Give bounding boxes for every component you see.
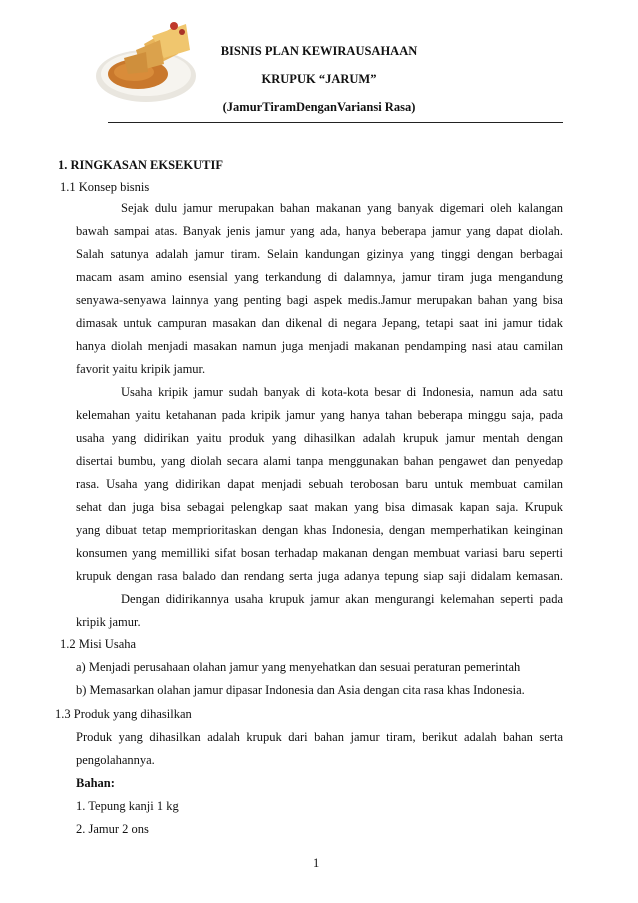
paragraph-line: macam asam amino esensial yang terkandung di dalamnya, jamur tiram juga mengandung — [76, 270, 563, 284]
paragraph-line: konsumen yang memilliki sifat bosan terhadap makanan dengan membuat variasi baru seperti — [76, 546, 563, 560]
paragraph-line: sehat dan juga bisa sebagai pelengkap saat makan yang bisa dimasak kapan saja. Krupuk — [76, 500, 563, 514]
list-item: b) Memasarkan olahan jamur dipasar Indonesia dan Asia dengan cita rasa khas Indonesia. — [76, 683, 525, 697]
page-number: 1 — [313, 856, 320, 870]
paragraph-line: krupuk dengan rasa balado dan rendang serta juga adanya tepung siap saji didalam kemasan. — [76, 569, 563, 583]
paragraph-line: pengolahannya. — [76, 753, 155, 767]
subheading-produk: 1.3 Produk yang dihasilkan — [55, 707, 192, 721]
paragraph-line: Usaha kripik jamur sudah banyak di kota-kota besar di Indonesia, namun ada satu — [121, 385, 563, 399]
ingredient-item: 2. Jamur 2 ons — [76, 822, 149, 836]
paragraph-line: bawah sampai atas. Banyak jenis jamur yang ada, hanya beberapa jamur yang dapat diolah. — [76, 224, 563, 238]
bahan-label: Bahan: — [76, 776, 115, 790]
doc-title-line1: BISNIS PLAN KEWIRAUSAHAAN — [220, 44, 418, 58]
paragraph-line: Sejak dulu jamur merupakan bahan makanan yang banyak digemari oleh kalangan — [121, 201, 563, 215]
paragraph-line: favorit yaitu kripik jamur. — [76, 362, 206, 376]
ingredient-item: 1. Tepung kanji 1 kg — [76, 799, 179, 813]
paragraph-line: kelemahan yaitu ketahanan pada kripik jamur yang hanya tahan beberapa minggu saja, pada — [76, 408, 563, 422]
paragraph-line: Produk yang dihasilkan adalah krupuk dari bahan jamur tiram, berikut adalah bahan serta — [76, 730, 563, 744]
doc-title-line3: (JamurTiramDenganVariansi Rasa) — [222, 100, 416, 114]
paragraph-line: kripik jamur. — [76, 615, 141, 629]
paragraph-line: dimasak untuk campuran masakan dan dikenal di negara Jepang, tetapi saat ini jamur tidak — [76, 316, 563, 330]
doc-title-line2: KRUPUK “JARUM” — [261, 72, 377, 86]
section-heading-ringkasan: 1. RINGKASAN EKSEKUTIF — [58, 158, 223, 172]
list-item: a) Menjadi perusahaan olahan jamur yang menyehatkan dan sesuai peraturan pemerintah — [76, 660, 521, 674]
paragraph-line: rasa. Usaha yang didirikan dapat menjadi sebuah terobosan baru untuk membuat camilan — [76, 477, 563, 491]
paragraph-line: senyawa-senyawa lainnya yang penting bagi aspek medis.Jamur merupakan bahan yang bisa — [76, 293, 563, 307]
paragraph-line: Dengan didirikannya usaha krupuk jamur akan mengurangi kelemahan seperti pada — [121, 592, 563, 606]
subheading-misi-usaha: 1.2 Misi Usaha — [60, 637, 137, 651]
paragraph-line: disertai bumbu, yang diolah secara alami tanpa menggunakan bahan pengawet dan penyedap — [76, 454, 563, 468]
paragraph-line: usaha yang didirikan yaitu produk yang dihasilkan adalah krupuk jamur mentah dengan — [76, 431, 563, 445]
krupuk-dish-image — [94, 14, 198, 106]
paragraph-line: hanya diolah menjadi masakan namun juga menjadi makanan pendamping nasi atau camilan — [76, 339, 563, 353]
paragraph-line: yang dibuat tetap memprioritaskan dengan khas Indonesia, dengan memperhatikan keinginan — [76, 523, 563, 537]
subheading-konsep-bisnis: 1.1 Konsep bisnis — [60, 180, 150, 194]
paragraph-line: Salah satunya adalah jamur tiram. Selain kandungan gizinya yang tinggi dengan berbagai — [76, 247, 563, 261]
header-divider — [108, 122, 563, 123]
